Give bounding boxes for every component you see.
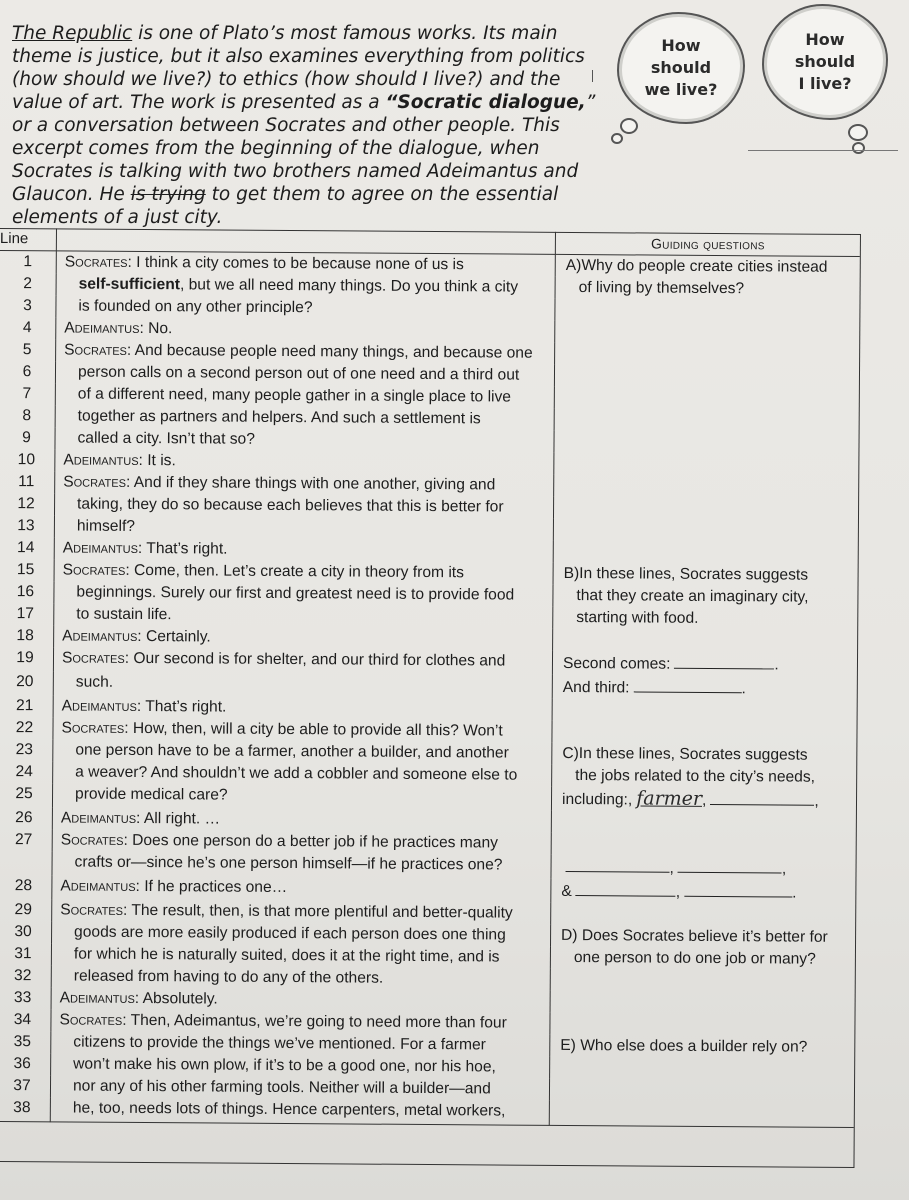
line-number: 14: [0, 537, 54, 559]
line-number: 34: [0, 1009, 51, 1031]
line-number: 5: [0, 339, 56, 361]
line-number: 6: [0, 361, 56, 383]
speaker-name: Adeimantus:: [62, 539, 143, 558]
punctuation: ,: [781, 860, 787, 878]
thought-bubble-we: [617, 12, 745, 124]
speaker-name: Socrates:: [60, 831, 128, 849]
answer-blank-third[interactable]: [634, 675, 742, 693]
question-text: &: [561, 882, 572, 901]
question-text: the jobs related to the city’s needs,: [562, 766, 816, 786]
guiding-question: [551, 855, 856, 881]
guiding-question: [550, 947, 855, 971]
guiding-question: [550, 991, 855, 1015]
guiding-question: [555, 299, 860, 323]
line-number: 23: [0, 739, 53, 761]
dialogue-text: provide medical care?: [74, 785, 228, 804]
speaker-name: Adeimantus:: [60, 877, 140, 895]
line-number: 22: [0, 717, 53, 739]
guiding-question: [554, 475, 859, 499]
dialogue-text: beginnings. Surely our first and greatest need is to provide food: [76, 583, 515, 604]
line-number: 27: [0, 829, 52, 851]
answer-blank-second[interactable]: [674, 652, 774, 670]
answer-blank-job[interactable]: [678, 856, 782, 874]
dialogue-text: That’s right.: [141, 697, 227, 716]
line-number: 9: [0, 427, 55, 449]
speaker-name: Adeimantus:: [64, 319, 144, 338]
question-text: B)In these lines, Socrates suggests: [563, 564, 809, 584]
guiding-question: [554, 453, 859, 477]
guiding-question: [551, 903, 856, 927]
questions-column-header: Guiding questions: [555, 232, 860, 257]
line-number: 36: [0, 1053, 51, 1075]
line-number: 13: [0, 515, 54, 537]
dialogue-text: The result, then, is that more plentiful and better-quality: [127, 901, 513, 922]
dialogue-text: goods are more easily produced if each person does one thing: [74, 923, 506, 944]
dialogue-text: And because people need many things, and because one: [131, 341, 533, 362]
punctuation: .: [792, 884, 797, 902]
bubble-we-line-2: should: [650, 58, 712, 77]
dialogue-line: [53, 671, 552, 698]
line-number: 29: [0, 899, 52, 921]
line-number: 38: [0, 1097, 50, 1122]
bubble-i-line-3: I live?: [798, 74, 852, 93]
thought-bubble-i: [762, 4, 888, 120]
speaker-name: Socrates:: [64, 341, 132, 359]
line-number: 25: [0, 783, 53, 807]
book-title: The Republic: [12, 23, 133, 44]
line-number: 35: [0, 1031, 51, 1053]
guiding-question: [553, 563, 858, 587]
dialogue-line: [53, 647, 552, 674]
guiding-question: [552, 743, 857, 767]
dialogue-text: Then, Adeimantus, we’re going to need more than four: [126, 1011, 507, 1032]
punctuation: ,: [675, 883, 681, 901]
dialogue-text: won’t make his own plow, if it’s to be a good one, nor his hoe,: [73, 1055, 496, 1076]
guiding-question: [554, 431, 859, 455]
question-text: that they create an imaginary city,: [563, 586, 809, 606]
dialogue-text: himself?: [76, 517, 136, 535]
question-text: Second comes:: [562, 654, 671, 673]
answer-blank-job[interactable]: [710, 788, 814, 806]
dialogue-text: Absolutely.: [139, 989, 218, 1008]
line-number: 28: [0, 875, 52, 899]
intro-struck-text: is trying: [130, 184, 206, 205]
line-number: 17: [0, 603, 54, 625]
line-column-header: Line: [0, 228, 56, 251]
line-number: 2: [0, 273, 56, 295]
answer-line: [748, 150, 898, 151]
speaker-name: Adeimantus:: [59, 989, 140, 1007]
guiding-question: [552, 651, 857, 677]
answer-blank-job[interactable]: [684, 880, 792, 898]
line-number: 16: [0, 581, 54, 603]
dialogue-text: All right. …: [140, 809, 221, 828]
dialogue-text: And if they share things with one another, giving and: [130, 473, 496, 494]
guiding-question: [554, 387, 859, 411]
guiding-question: [553, 585, 858, 609]
speaker-name: Adeimantus:: [61, 697, 142, 715]
bubble-i-line-1: How: [805, 30, 845, 49]
speaker-name: Socrates:: [62, 561, 130, 579]
bubble-we-line-3: we live?: [644, 80, 718, 99]
speaker-name: Adeimantus:: [62, 627, 142, 645]
guiding-question: [551, 811, 856, 835]
punctuation: .: [774, 656, 779, 674]
question-text: one person to do one job or many?: [560, 948, 816, 968]
dialogue-text: Certainly.: [141, 627, 211, 646]
speaker-name: Adeimantus:: [60, 809, 141, 827]
line-number: 11: [0, 471, 55, 493]
table-row: [0, 1097, 854, 1128]
dialogue-line: [52, 851, 551, 878]
question-text: A)Why do people create cities instead: [565, 256, 828, 276]
line-number: 3: [0, 295, 56, 317]
intro-text-3: to get them to agree on the essential elements of a just city.: [12, 184, 559, 228]
bubble-we-line-1: How: [661, 36, 701, 55]
punctuation: ,: [814, 792, 819, 810]
dialogue-text: crafts or—since he’s one person himself—if he practices one?: [74, 853, 503, 874]
guiding-question: [551, 833, 856, 857]
line-number: 37: [0, 1075, 51, 1097]
speaker-name: Socrates:: [61, 649, 130, 667]
line-number: 20: [0, 671, 53, 695]
speaker-name: Socrates:: [64, 253, 132, 271]
guiding-question: [555, 321, 860, 345]
guiding-question: [552, 765, 857, 789]
dialogue-text: a weaver? And shouldn’t we add a cobbler and someone else to: [75, 763, 518, 784]
question-text: E) Who else does a builder rely on?: [560, 1036, 808, 1056]
line-number: 4: [0, 317, 56, 339]
intro-text-2: ” or a conversation between Socrates and other people. This excerpt comes from the beginning of the dialogue, when Socrates is talking with two brothers named Adeimantus and Glaucon. He: [12, 92, 596, 205]
punctuation: ,: [669, 859, 674, 877]
bubble-we-tail-large: [620, 118, 638, 134]
guiding-question: [551, 787, 856, 813]
question-text: C)In these lines, Socrates suggests: [562, 744, 808, 764]
bubble-we-tail-small: [611, 133, 623, 144]
guiding-question: [554, 365, 859, 389]
line-number: 1: [0, 250, 56, 273]
intro-text-1: is one of Plato’s most famous works. Its main theme is justice, but it also examines everything from politics (how should we live?) to ethics (how should I live?) and the value of art. The work is presented as a: [12, 23, 585, 113]
dialogue-text: released from having to do any of the others.: [73, 967, 384, 987]
bubble-i-tail-small: [852, 142, 865, 154]
guiding-question: [555, 343, 860, 367]
dialogue-text: If he practices one…: [139, 877, 288, 897]
dialogue-text: nor any of his other farming tools. Neither will a builder—and: [72, 1077, 491, 1098]
line-number: 31: [0, 943, 52, 965]
line-number: 12: [0, 493, 55, 515]
punctuation: ,: [701, 791, 707, 809]
guiding-question: [551, 879, 856, 905]
bold-term: self-sufficient: [78, 275, 181, 294]
dialogue-text: taking, they do so because each believes that this is better for: [77, 495, 504, 516]
dialogue-text: That’s right.: [142, 540, 228, 558]
question-text: D) Does Socrates believe it’s better for: [561, 926, 828, 946]
dialogue-text: of a different need, many people gather in a single place to live: [77, 385, 512, 406]
guiding-question: [553, 607, 858, 631]
dialogue-line: [52, 875, 551, 902]
dialogue-text: is founded on any other principle?: [78, 297, 313, 317]
line-number: 8: [0, 405, 55, 427]
line-number: 7: [0, 383, 55, 405]
dialogue-text: called a city. Isn’t that so?: [77, 429, 255, 448]
guiding-question: [552, 675, 857, 701]
line-number: 32: [0, 965, 51, 987]
speaker-name: Adeimantus:: [63, 451, 143, 470]
line-number: [0, 851, 52, 875]
speaker-name: Socrates:: [63, 473, 131, 491]
guiding-question: [550, 1035, 855, 1059]
guiding-question: [552, 721, 857, 745]
speaker-name: Socrates:: [60, 901, 128, 919]
line-number: 24: [0, 761, 53, 783]
dialogue-text: to sustain life.: [76, 605, 172, 624]
guiding-question: [552, 699, 857, 723]
line-number: 21: [0, 695, 53, 717]
line-number: 15: [0, 559, 54, 581]
guiding-question: [550, 1013, 855, 1037]
guiding-question: [553, 541, 858, 565]
line-number: 18: [0, 625, 54, 647]
question-text: And third:: [562, 678, 630, 697]
handwritten-answer: farmer: [636, 787, 703, 810]
dialogue-text: person calls on a second person out of one need and a third out: [77, 363, 520, 384]
dialogue-text: he, too, needs lots of things. Hence carpenters, metal workers,: [72, 1099, 506, 1120]
dialogue-text: for which he is naturally suited, does it at the right time, and is: [73, 945, 500, 966]
line-number: 19: [0, 647, 54, 671]
reading-table: [0, 228, 860, 1128]
question-text: starting with food.: [563, 608, 699, 627]
dialogue-line: [52, 783, 551, 810]
question-text: of living by themselves?: [565, 278, 745, 298]
dialogue-text: Our second is for shelter, and our third for clothes and: [129, 649, 506, 670]
guiding-question: [550, 1057, 855, 1081]
dialogue-text: Come, then. Let’s create a city in theory from its: [129, 561, 465, 582]
guiding-question: [553, 497, 858, 521]
intro-bold-term: “Socratic dialogue,: [385, 92, 586, 113]
dialogue-text: Does one person do a better job if he practices many: [127, 831, 499, 852]
dialogue-text: No.: [143, 320, 173, 338]
dialogue-text: It is.: [142, 452, 176, 470]
line-number: 10: [0, 449, 55, 471]
intro-paragraph: [12, 22, 612, 229]
punctuation: .: [741, 680, 746, 698]
guiding-question: [549, 1101, 854, 1128]
guiding-question: [555, 277, 860, 301]
guiding-question: [554, 409, 859, 433]
dialogue-text: such.: [75, 673, 114, 691]
answer-blank-job[interactable]: [576, 879, 676, 897]
line-number: 26: [0, 807, 52, 829]
dialogue-text: citizens to provide the things we’ve mentioned. For a farmer: [73, 1033, 486, 1054]
dialogue-text: together as partners and helpers. And such a settlement is: [77, 407, 481, 428]
guiding-question: [550, 969, 855, 993]
speaker-name: Socrates:: [59, 1011, 127, 1029]
guiding-question: [555, 254, 860, 279]
bubble-i-line-2: should: [794, 52, 856, 71]
guiding-question: [550, 925, 855, 949]
bubble-i-tail-large: [848, 124, 868, 141]
dialogue-text: How, then, will a city be able to provide all this? Won’t: [128, 719, 503, 740]
guiding-question: [553, 629, 858, 653]
line-number: 33: [0, 987, 51, 1009]
stray-mark: [592, 70, 593, 82]
dialogue-line: [50, 1097, 549, 1125]
dialogue-text: one person have to be a farmer, another a builder, and another: [75, 741, 509, 762]
guiding-question: [553, 519, 858, 543]
line-number: 30: [0, 921, 52, 943]
dialogue-text: , but we all need many things. Do you think a city: [179, 276, 519, 296]
dialogue-text: I think a city comes to be because none of us is: [131, 253, 464, 274]
question-text: including:,: [561, 790, 633, 809]
speaker-name: Socrates:: [61, 719, 129, 737]
guiding-question: [549, 1079, 854, 1103]
answer-blank-job[interactable]: [566, 855, 670, 873]
